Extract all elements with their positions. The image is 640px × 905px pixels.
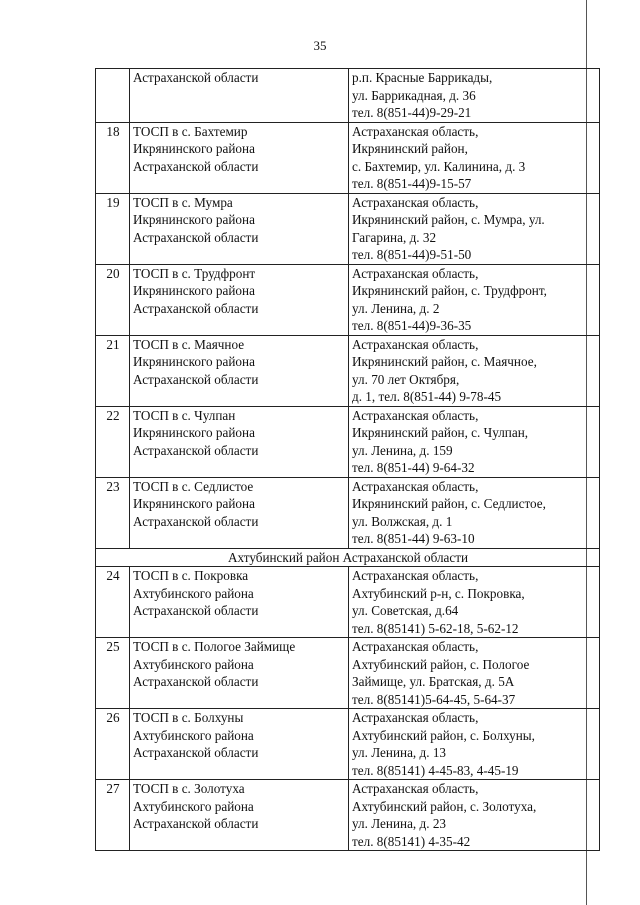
address-line: Астраханская область, [352,478,479,494]
address-cell [349,122,600,193]
table-row [96,477,600,548]
registry-body-ikryaninsky [96,69,600,549]
address-line: с. Бахтемир, ул. Калинина, д. 3 [352,158,526,174]
table-row [96,567,600,638]
office-name-line: Ахтубинского района [133,656,254,672]
address-line: Икрянинский район, с. Седлистое, [352,496,546,511]
address-line: Икрянинский район, с. Маячное, [352,354,537,369]
address-line: тел. 8(851-44)9-29-21 [352,105,472,120]
address-line: тел. 8(851-44)9-15-57 [352,176,472,191]
section-header-row [96,548,600,567]
address-line: Астраханская область, [352,123,479,139]
address-line: Икрянинский район, с. Трудфронт, [352,283,547,298]
address-line: Астраханская область, [352,336,479,352]
address-line: ул. 70 лет Октября, [352,371,460,387]
address-line: тел. 8(85141) 5-62-18, 5-62-12 [352,620,519,636]
office-name-line: Астраханской области [133,371,259,387]
office-name-line: Икрянинского района [133,425,255,440]
office-name-line: ТОСП в с. Покровка [133,568,249,583]
address-cell [349,477,600,548]
address-cell [349,567,600,638]
row-number: 18 [96,122,130,193]
address-cell [349,406,600,477]
table-row [96,193,600,264]
office-name-line: Икрянинского района [133,354,255,369]
address-line: р.п. Красные Баррикады, [352,70,493,85]
office-name-cell [130,567,349,638]
table-row [96,264,600,335]
office-name-line: Астраханской области [133,229,259,245]
address-cell [349,193,600,264]
address-cell [349,264,600,335]
table-row [96,780,600,851]
row-number: 23 [96,477,130,548]
office-name-cell [130,638,349,709]
registry-body-akhtubinsky [96,567,600,851]
office-name-line: ТОСП в с. Чулпан [133,407,236,423]
office-name-cell [130,406,349,477]
table-row [96,406,600,477]
address-line: Астраханская область, [352,194,479,210]
address-line: ул. Ленина, д. 23 [352,816,447,831]
address-cell [349,335,600,406]
office-name-line: Ахтубинского района [133,727,254,743]
page-number: 35 [313,38,327,53]
office-name-line: Астраханской области [133,442,259,458]
office-name-line: ТОСП в с. Бахтемир [133,123,248,139]
office-name-cell [130,69,349,123]
address-line: Астраханская область, [352,568,479,583]
office-name-line: Астраханской области [133,300,259,316]
address-cell [349,638,600,709]
address-line: Икрянинский район, с. Чулпан, [352,425,529,440]
address-line: Ахтубинский район, с. Болхуны, [352,727,535,743]
table-row [96,69,600,123]
address-line: тел. 8(85141) 4-35-42 [352,833,471,849]
registry-table [95,68,600,851]
office-name-line: ТОСП в с. Мумра [133,194,233,210]
address-line: ул. Советская, д.64 [352,603,459,618]
office-name-line: Икрянинского района [133,283,255,298]
section-header-group [96,548,600,567]
address-line: Ахтубинский район, с. Пологое [352,656,530,672]
address-line: тел. 8(851-44) 9-63-10 [352,531,475,546]
address-line: тел. 8(851-44) 9-64-32 [352,460,475,475]
section-header: Ахтубинский район Астраханской области [96,548,600,567]
address-line: Астраханская область, [352,639,479,654]
address-line: Гагарина, д. 32 [352,229,437,245]
row-number: 19 [96,193,130,264]
row-number: 21 [96,335,130,406]
row-number: 24 [96,567,130,638]
office-name-line: Астраханской области [133,603,259,618]
address-line: ул. Ленина, д. 2 [352,300,440,316]
address-cell [349,780,600,851]
office-name-cell [130,709,349,780]
row-number: 22 [96,406,130,477]
row-number: 26 [96,709,130,780]
office-name-line: Ахтубинского района [133,798,254,814]
address-line: ул. Баррикадная, д. 36 [352,87,476,103]
address-cell [349,709,600,780]
office-name-line: Икрянинского района [133,496,255,511]
office-name-line: Астраханской области [133,816,259,831]
address-line: ул. Волжская, д. 1 [352,513,453,529]
address-line: ул. Ленина, д. 13 [352,745,447,760]
address-line: Икрянинский район, [352,141,468,156]
address-line: Займище, ул. Братская, д. 5А [352,674,515,689]
office-name-line: Астраханской области [133,745,259,760]
row-number: 20 [96,264,130,335]
office-name-line: Ахтубинского района [133,585,254,601]
office-name-line: Астраханской области [133,513,259,529]
address-line: д. 1, тел. 8(851-44) 9-78-45 [352,389,502,404]
table-row [96,638,600,709]
address-line: Астраханская область, [352,407,479,423]
office-name-line: ТОСП в с. Седлистое [133,478,254,494]
office-name-cell [130,264,349,335]
row-number: 27 [96,780,130,851]
office-name-cell [130,122,349,193]
address-line: тел. 8(85141)5-64-45, 5-64-37 [352,691,516,707]
table-row [96,335,600,406]
office-name-line: Икрянинского района [133,141,255,156]
address-line: Астраханская область, [352,265,479,281]
office-name-cell [130,477,349,548]
table-row [96,709,600,780]
office-name-line: ТОСП в с. Болхуны [133,710,244,725]
office-name-line: ТОСП в с. Пологое Займище [133,639,296,654]
address-cell [349,69,600,123]
office-name-line: ТОСП в с. Маячное [133,336,245,352]
office-name-line: Астраханской области [133,70,259,85]
address-line: тел. 8(85141) 4-45-83, 4-45-19 [352,762,519,778]
address-line: тел. 8(851-44)9-51-50 [352,247,472,262]
office-name-line: ТОСП в с. Золотуха [133,781,245,796]
address-line: Астраханская область, [352,710,479,725]
address-line: Ахтубинский р-н, с. Покровка, [352,585,525,601]
address-line: Астраханская область, [352,781,479,796]
row-number [96,69,130,123]
office-name-cell [130,335,349,406]
address-line: ул. Ленина, д. 159 [352,442,453,458]
office-name-cell [130,193,349,264]
office-name-line: Астраханской области [133,158,259,174]
table-row [96,122,600,193]
office-name-cell [130,780,349,851]
address-line: Ахтубинский район, с. Золотуха, [352,798,537,814]
office-name-line: ТОСП в с. Трудфронт [133,265,256,281]
office-name-line: Астраханской области [133,674,259,689]
address-line: тел. 8(851-44)9-36-35 [352,318,472,333]
address-line: Икрянинский район, с. Мумра, ул. [352,212,545,227]
row-number: 25 [96,638,130,709]
office-name-line: Икрянинского района [133,212,255,227]
